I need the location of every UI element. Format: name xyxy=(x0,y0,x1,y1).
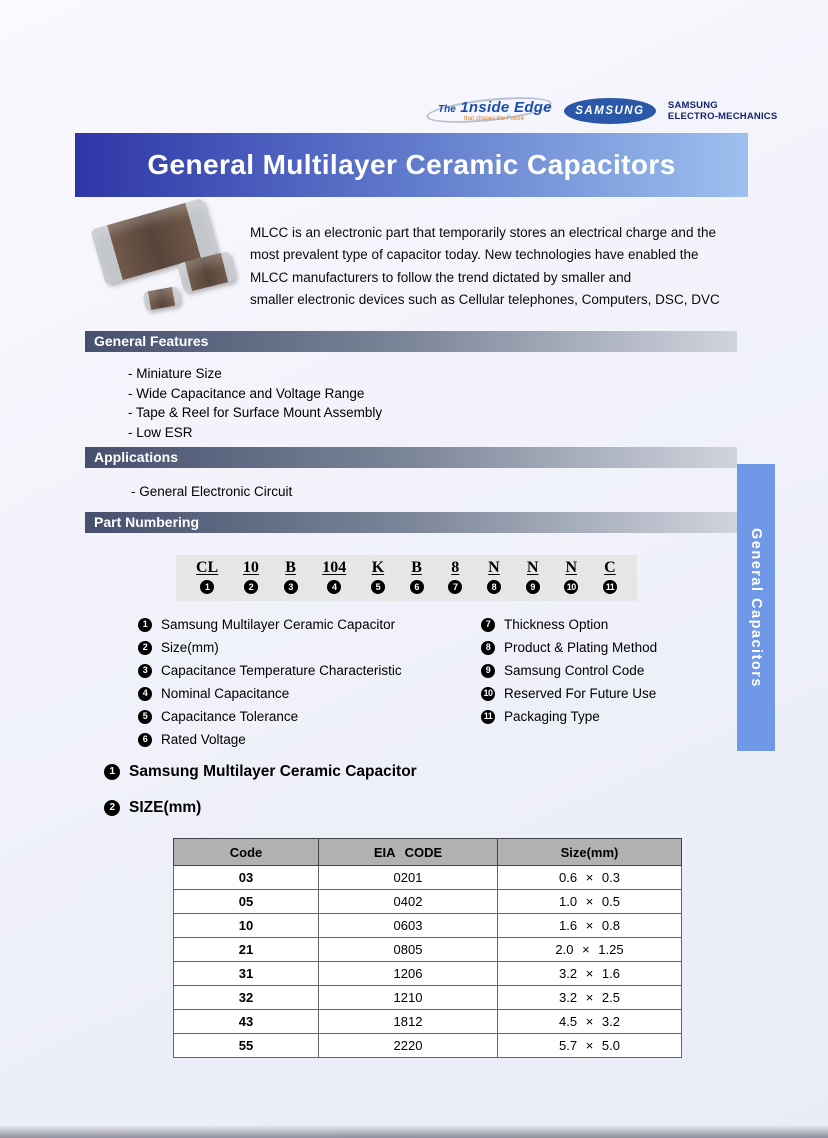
part-code: CL xyxy=(196,559,219,576)
part-code: N xyxy=(565,559,578,576)
number-badge: 4 xyxy=(138,687,152,701)
cell-code: 32 xyxy=(174,986,319,1010)
company-name-line2: ELECTRO-MECHANICS xyxy=(667,111,778,122)
cell-code: 21 xyxy=(174,938,319,962)
part-code: B xyxy=(285,559,296,576)
part-code-col xyxy=(410,559,424,601)
table-row xyxy=(174,938,682,962)
heading-size-mm xyxy=(104,799,201,817)
table-row xyxy=(174,1034,682,1058)
legend-item xyxy=(138,682,402,705)
number-badge: 10 xyxy=(481,687,495,701)
section-title: General Features xyxy=(94,333,209,349)
section-header-applications xyxy=(85,447,737,468)
inside-edge-text xyxy=(430,96,552,117)
side-tab-general-capacitors xyxy=(737,464,775,751)
part-code-number-badge: 3 xyxy=(284,580,298,594)
legend-item xyxy=(481,705,657,728)
inside-edge-the: The xyxy=(438,104,456,115)
application-item: - General Electronic Circuit xyxy=(131,484,293,499)
cell-eia: 1206 xyxy=(319,962,498,986)
part-code-col xyxy=(448,559,462,601)
number-badge: 2 xyxy=(104,800,120,816)
legend-label: Nominal Capacitance xyxy=(161,686,290,701)
title-banner xyxy=(75,133,748,197)
part-code-col xyxy=(603,559,617,601)
section-title: Applications xyxy=(94,449,179,465)
part-code-col xyxy=(371,559,385,601)
inside-edge-tagline: that shapes the Future xyxy=(464,116,525,122)
cell-eia: 0201 xyxy=(319,866,498,890)
part-code: N xyxy=(488,559,500,576)
page-title: General Multilayer Ceramic Capacitors xyxy=(147,149,676,180)
legend-label: Samsung Multilayer Ceramic Capacitor xyxy=(161,617,396,632)
part-code-col xyxy=(564,559,578,601)
part-code-number-badge: 7 xyxy=(448,580,462,594)
legend-label: Size(mm) xyxy=(161,640,219,655)
cell-code: 43 xyxy=(174,1010,319,1034)
part-numbering-legend-left xyxy=(138,613,402,751)
part-code: N xyxy=(526,559,539,576)
general-features-list xyxy=(128,364,382,442)
cell-size: 5.7 × 5.0 xyxy=(498,1034,682,1058)
side-tab-label: General Capacitors xyxy=(748,527,764,688)
table-row xyxy=(174,866,682,890)
part-number-example xyxy=(176,555,637,601)
part-code-number-badge: 1 xyxy=(200,580,214,594)
samsung-oval-logo: SAMSUNG xyxy=(564,98,656,124)
legend-item xyxy=(481,613,657,636)
cell-size: 1.6 × 0.8 xyxy=(498,914,682,938)
section-header-general-features xyxy=(85,331,737,352)
legend-item xyxy=(138,659,402,682)
part-code-number-badge: 8 xyxy=(487,580,501,594)
cell-eia: 0402 xyxy=(319,890,498,914)
legend-item xyxy=(481,636,657,659)
cell-size: 3.2 × 1.6 xyxy=(498,962,682,986)
table-header-row xyxy=(174,839,682,866)
legend-item xyxy=(138,613,402,636)
section-header-part-numbering xyxy=(85,512,737,533)
part-code: 10 xyxy=(242,559,259,576)
legend-label: Rated Voltage xyxy=(161,732,246,747)
legend-item xyxy=(138,636,402,659)
part-code-number-badge: 11 xyxy=(603,580,617,594)
feature-item: - Low ESR xyxy=(128,424,193,440)
header-logos xyxy=(430,94,778,128)
cell-eia: 1812 xyxy=(319,1010,498,1034)
part-code-col xyxy=(487,559,501,601)
legend-item xyxy=(138,728,402,751)
inside-edge-main: 1nside Edge xyxy=(460,99,552,116)
part-numbering-legend-right xyxy=(481,613,657,728)
number-badge: 7 xyxy=(481,618,495,632)
part-code: C xyxy=(604,559,616,576)
part-code-number-badge: 10 xyxy=(564,580,578,594)
cell-code: 03 xyxy=(174,866,319,890)
company-name xyxy=(668,100,777,122)
legend-item xyxy=(481,682,657,705)
page-bottom-shadow xyxy=(0,1125,828,1138)
inside-edge-logo xyxy=(430,96,552,126)
heading-samsung-mlcc xyxy=(104,763,417,781)
legend-label: Capacitance Tolerance xyxy=(161,709,299,724)
feature-item: - Wide Capacitance and Voltage Range xyxy=(128,385,365,401)
company-name-line1: SAMSUNG xyxy=(667,100,718,111)
table-row xyxy=(174,962,682,986)
feature-item: - Miniature Size xyxy=(128,366,222,381)
cell-size: 1.0 × 0.5 xyxy=(498,890,682,914)
capacitor-chip-small xyxy=(143,286,181,311)
part-code-number-badge: 2 xyxy=(244,580,258,594)
col-header-code: Code xyxy=(174,839,319,866)
cell-eia: 0805 xyxy=(319,938,498,962)
number-badge: 3 xyxy=(138,664,152,678)
intro-paragraph xyxy=(250,222,746,311)
part-code-col xyxy=(322,559,346,601)
legend-label: Capacitance Temperature Characteristic xyxy=(161,663,402,678)
intro-line: smaller electronic devices such as Cellular telephones, Computers, DSC, DVC xyxy=(250,291,720,307)
legend-label: Packaging Type xyxy=(504,709,600,724)
number-badge: 9 xyxy=(481,664,495,678)
table-row xyxy=(174,986,682,1010)
intro-line: MLCC is an electronic part that temporarily stores an electrical charge and the xyxy=(250,225,716,240)
number-badge: 2 xyxy=(138,641,152,655)
heading-label: Samsung Multilayer Ceramic Capacitor xyxy=(129,763,417,780)
legend-label: Thickness Option xyxy=(504,617,609,632)
part-code: 104 xyxy=(322,559,347,576)
part-code-col xyxy=(243,559,259,601)
part-code: B xyxy=(411,559,422,576)
cell-size: 2.0 × 1.25 xyxy=(498,938,682,962)
table-row xyxy=(174,890,682,914)
cell-eia: 0603 xyxy=(319,914,498,938)
part-code-col xyxy=(196,559,218,601)
part-code-number-badge: 6 xyxy=(410,580,424,594)
cell-eia: 2220 xyxy=(319,1034,498,1058)
part-code-number-badge: 9 xyxy=(526,580,540,594)
legend-item xyxy=(138,705,402,728)
part-code: 8 xyxy=(451,559,460,576)
intro-line: MLCC manufacturers to follow the trend dictated by smaller and xyxy=(250,269,632,285)
legend-label: Reserved For Future Use xyxy=(504,686,657,701)
number-badge: 8 xyxy=(481,641,495,655)
number-badge: 11 xyxy=(481,710,495,724)
number-badge: 6 xyxy=(138,733,152,747)
col-header-size: Size(mm) xyxy=(498,839,682,866)
section-title: Part Numbering xyxy=(94,514,200,530)
cell-size: 3.2 × 2.5 xyxy=(498,986,682,1010)
table-row xyxy=(174,914,682,938)
size-table xyxy=(173,838,682,1058)
mlcc-product-photo xyxy=(92,205,244,317)
cell-size: 4.5 × 3.2 xyxy=(498,1010,682,1034)
applications-list xyxy=(131,482,292,502)
part-code-col xyxy=(284,559,298,601)
legend-item xyxy=(481,659,657,682)
cell-size: 0.6 × 0.3 xyxy=(498,866,682,890)
legend-label: Samsung Control Code xyxy=(504,663,645,678)
col-header-eia-code: EIA CODE xyxy=(319,839,498,866)
table-row xyxy=(174,1010,682,1034)
cell-code: 10 xyxy=(174,914,319,938)
cell-code: 31 xyxy=(174,962,319,986)
intro-line: most prevalent type of capacitor today. New technologies have enabled the xyxy=(250,247,699,263)
cell-code: 55 xyxy=(174,1034,319,1058)
part-code: K xyxy=(371,559,385,576)
cell-code: 05 xyxy=(174,890,319,914)
legend-label: Product & Plating Method xyxy=(504,640,658,655)
part-code-number-badge: 5 xyxy=(371,580,385,594)
feature-item: - Tape & Reel for Surface Mount Assembly xyxy=(128,405,383,421)
number-badge: 1 xyxy=(138,618,152,632)
heading-label: SIZE(mm) xyxy=(129,799,202,816)
number-badge: 5 xyxy=(138,710,152,724)
part-code-number-badge: 4 xyxy=(327,580,341,594)
number-badge: 1 xyxy=(104,764,120,780)
part-code-col xyxy=(526,559,540,601)
cell-eia: 1210 xyxy=(319,986,498,1010)
